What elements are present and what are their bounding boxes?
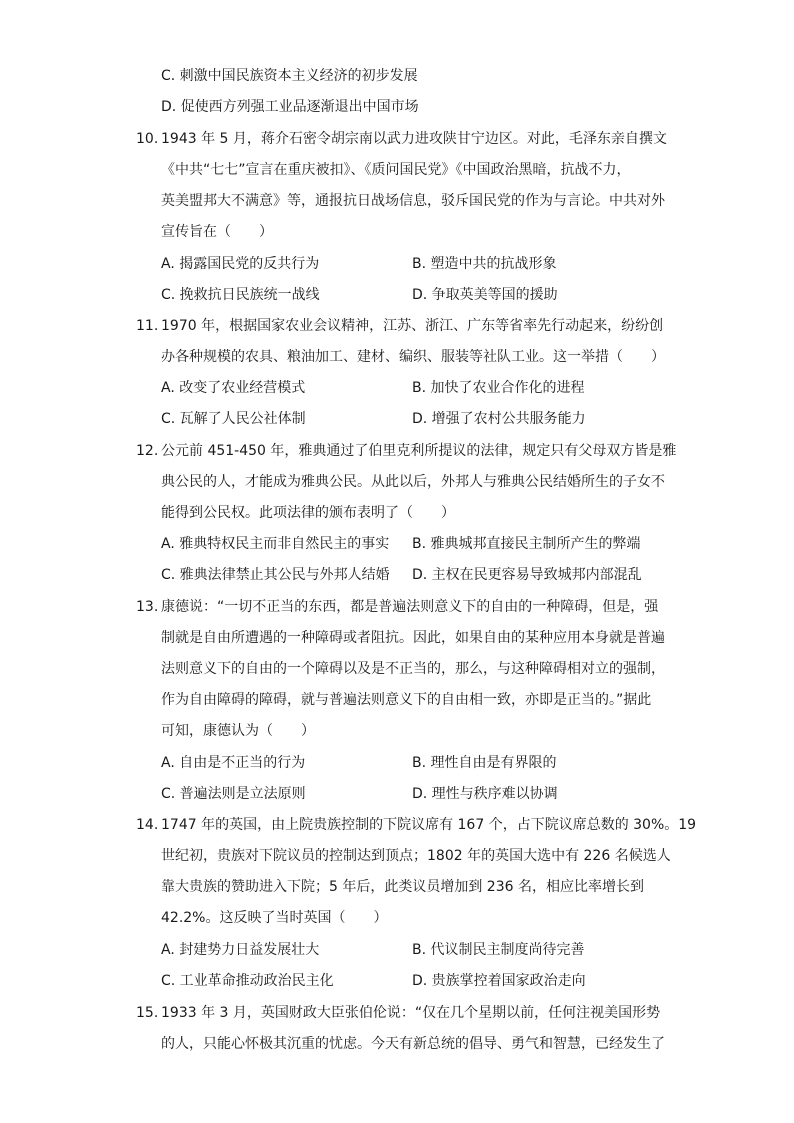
option-b: B. 代议制民主制度尚待完善 <box>412 942 585 958</box>
option-c-line: C. 刺激中国民族资本主义经济的初步发展 <box>161 68 418 84</box>
option-b: B. 塑造中共的抗战形象 <box>412 256 557 272</box>
question-text-line: 1933 年 3 月，英国财政大臣张伯伦说：“仅在几个星期以前，任何注视美国形势 <box>161 1005 661 1021</box>
option-b: B. 雅典城邦直接民主制所产生的弊端 <box>412 536 641 552</box>
question-text-line: 典公民的人，才能成为雅典公民。从此以后，外邦人与雅典公民结婚所生的子女不 <box>161 474 665 490</box>
question-text-line: 靠大贵族的赞助进入下院；5 年后，此类议员增加到 236 名，相应比率增长到 <box>161 879 644 895</box>
question-number: 11. <box>136 318 159 334</box>
option-a: A. 改变了农业经营模式 <box>161 380 306 396</box>
option-d: D. 主权在民更容易导致城邦内部混乱 <box>412 567 642 583</box>
option-d: D. 增强了农村公共服务能力 <box>412 411 586 427</box>
question-text-line: 宣传旨在（ ） <box>161 224 273 240</box>
option-c: C. 瓦解了人民公社体制 <box>161 411 306 427</box>
question-text-line: 康德说：“一切不正当的东西，都是普遍法则意义下的自由的一种障碍，但是，强 <box>161 599 659 615</box>
question-text-line: 1747 年的英国，由上院贵族控制的下院议席有 167 个，占下院议席总数的 30%。19 <box>161 817 697 833</box>
option-b: B. 加快了农业合作化的进程 <box>412 380 585 396</box>
question-text-line: 公元前 451-450 年，雅典通过了伯里克利所提议的法律，规定只有父母双方皆是雅 <box>161 443 677 459</box>
question-text-line: 法则意义下的自由的一个障碍以及是不正当的，那么，与这种障碍相对立的强制， <box>161 661 665 677</box>
question-text-line: 可知，康德认为（ ） <box>161 723 315 739</box>
question-text-line: 能得到公民权。此项法律的颁布表明了（ ） <box>161 505 455 521</box>
question-text-line: 世纪初，贵族对下院议员的控制达到顶点；1802 年的英国大选中有 226 名候选人 <box>161 848 671 864</box>
option-c: C. 雅典法律禁止其公民与外邦人结婚 <box>161 567 390 583</box>
option-a: A. 揭露国民党的反共行为 <box>161 256 320 272</box>
option-d: D. 贵族掌控着国家政治走向 <box>412 973 586 989</box>
option-d-line: D. 促使西方列强工业品逐渐退出中国市场 <box>161 99 419 115</box>
option-d: D. 理性与秩序难以协调 <box>412 786 558 802</box>
question-text-line: 作为自由障碍的障碍，就与普遍法则意义下的自由相一致，亦即是正当的。”据此 <box>161 692 652 708</box>
question-text-line: 《中共“七七”宣言在重庆被扣》、《质问国民党》《中国政治黑暗，抗战不力， <box>161 162 631 178</box>
question-text-line: 42.2%。这反映了当时英国（ ） <box>161 910 388 926</box>
option-a: A. 雅典特权民主而非自然民主的事实 <box>161 536 390 552</box>
option-a: A. 自由是不正当的行为 <box>161 755 306 771</box>
question-text-line: 1943 年 5 月，蒋介石密令胡宗南以武力进攻陕甘宁边区。对此，毛泽东亲自撰文 <box>161 131 667 147</box>
question-number: 15. <box>136 1005 159 1021</box>
question-text-line: 1970 年，根据国家农业会议精神，江苏、浙江、广东等省率先行动起来，纷纷创 <box>161 318 664 334</box>
question-text-line: 英美盟邦大不满意》等，通报抗日战场信息，驳斥国民党的作为与言论。中共对外 <box>161 193 665 209</box>
option-a: A. 封建势力日益发展壮大 <box>161 942 320 958</box>
option-c: C. 普遍法则是立法原则 <box>161 786 306 802</box>
option-c: C. 工业革命推动政治民主化 <box>161 973 334 989</box>
option-d: D. 争取英美等国的援助 <box>412 287 558 303</box>
question-text-line: 制就是自由所遭遇的一种障碍或者阻抗。因此，如果自由的某种应用本身就是普遍 <box>161 630 665 646</box>
question-number: 10. <box>136 131 159 147</box>
question-number: 13. <box>136 599 159 615</box>
question-text-line: 办各种规模的农具、粮油加工、建材、编织、服装等社队工业。这一举措（ ） <box>161 349 665 365</box>
question-text-line: 的人，只能心怀极其沉重的忧虑。今天有新总统的倡导、勇气和智慧，已经发生了 <box>161 1036 665 1052</box>
question-number: 12. <box>136 443 159 459</box>
question-number: 14. <box>136 817 159 833</box>
option-b: B. 理性自由是有界限的 <box>412 755 557 771</box>
option-c: C. 挽救抗日民族统一战线 <box>161 287 320 303</box>
